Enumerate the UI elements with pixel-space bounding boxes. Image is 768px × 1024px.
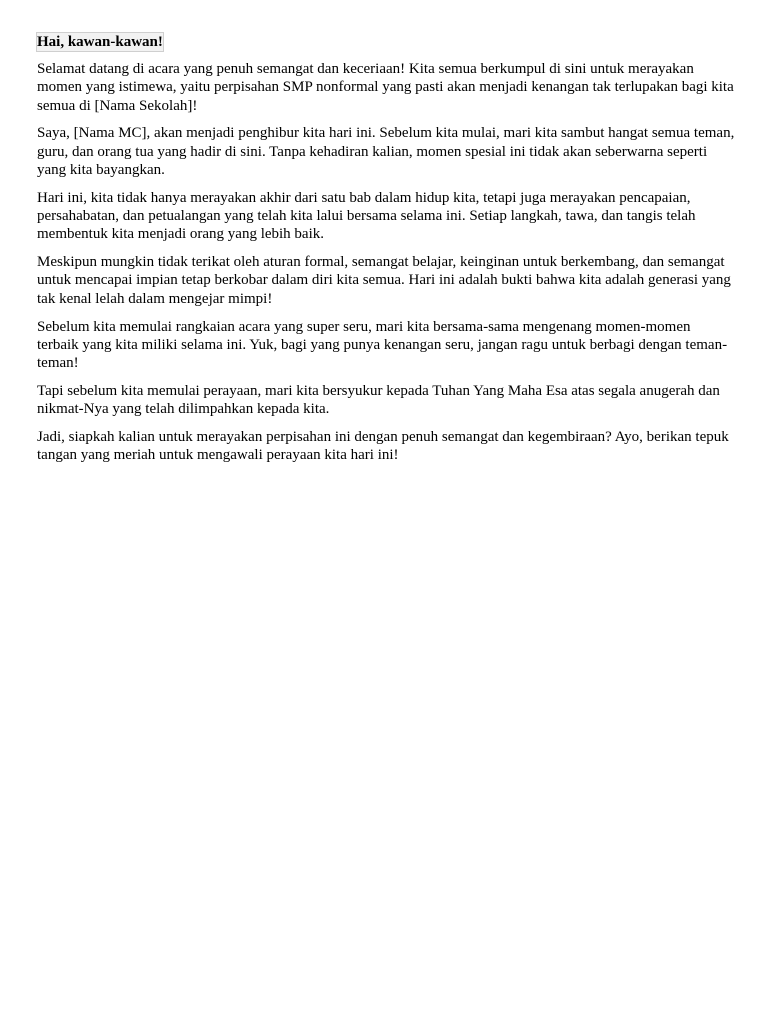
paragraph-memories: Sebelum kita memulai rangkaian acara yang super seru, mari kita bersama-sama mengenang momen-momen terbaik yang kita miliki selama ini. Yuk, bagi yang punya kenangan seru, jangan ragu untuk berbagi dengan teman-teman! — [37, 318, 728, 372]
paragraph-spirit: Meskipun mungkin tidak terikat oleh aturan formal, semangat belajar, keinginan untuk berkembang, dan semangat untuk mencapai impian tetap berkobar dalam diri kita semua. Hari ini adalah bukti bahwa kita adalah generasi yang tak kenal lelah dalam mengejar mimpi! — [37, 254, 731, 307]
document-page — [37, 33, 735, 474]
paragraph-mc-intro: Saya, [Nama MC], akan menjadi penghibur kita hari ini. Sebelum kita mulai, mari kita sambut hangat semua teman, guru, dan orang tua yang hadir di sini. Tanpa kehadiran kalian, momen spesial ini tidak akan seberwarna seperti yang kita bayangkan. — [37, 125, 735, 178]
paragraph-gratitude: Tapi sebelum kita memulai perayaan, mari kita bersyukur kepada Tuhan Yang Maha Esa atas segala anugerah dan nikmat-Nya yang telah dilimpahkan kepada kita. — [37, 382, 720, 418]
greeting-heading: Hai, kawan-kawan! — [37, 34, 163, 50]
paragraph-welcome: Selamat datang di acara yang penuh semangat dan keceriaan! Kita semua berkumpul di sini untuk merayakan momen yang istimewa, yaitu perpisahan SMP nonformal yang pasti akan menjadi kenangan tak terlupakan bagi kita semua di [Nama Sekolah]! — [37, 61, 734, 114]
paragraph-celebration: Hari ini, kita tidak hanya merayakan akhir dari satu bab dalam hidup kita, tetapi juga merayakan pencapaian, persahabatan, dan petualangan yang telah kita lalui bersama selama ini. Setiap langkah, tawa, dan tangis telah membentuk kita menjadi orang yang lebih baik. — [37, 189, 696, 243]
paragraph-closing: Jadi, siapkah kalian untuk merayakan perpisahan ini dengan penuh semangat dan kegembiraan? Ayo, berikan tepuk tangan yang meriah untuk mengawali perayaan kita hari ini! — [37, 429, 729, 464]
